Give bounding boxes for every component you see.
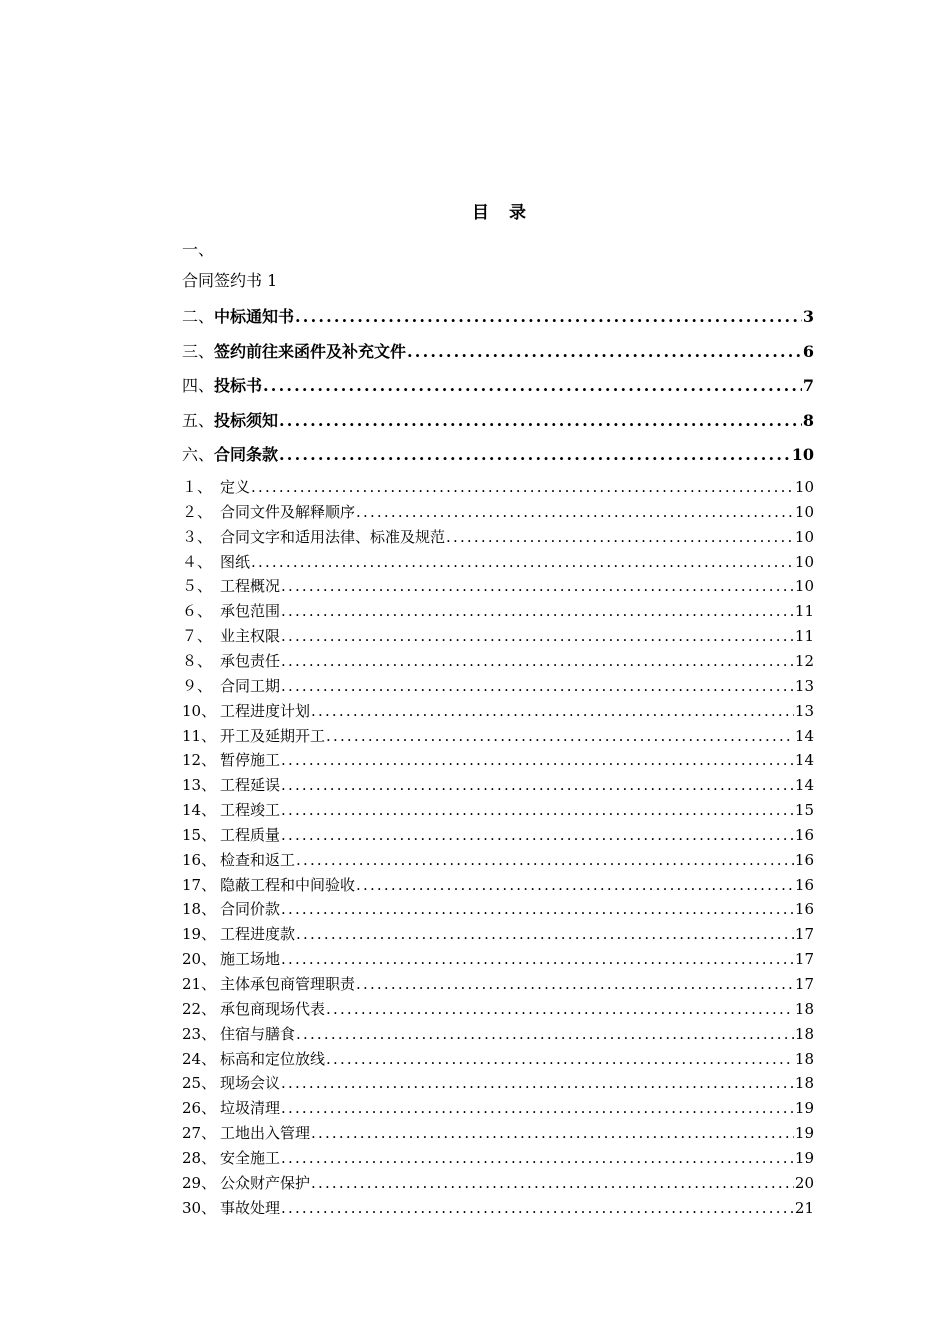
toc-entry-page: 6 (802, 341, 814, 361)
toc-leader-dots (281, 577, 794, 595)
toc-entry-number: 14、 (182, 801, 217, 820)
toc-entry-page: 16 (794, 900, 814, 919)
toc-leader-dots (281, 801, 794, 819)
toc-entry-label: 隐蔽工程和中间验收 (220, 875, 356, 894)
toc-entry[interactable] (182, 650, 814, 671)
toc-entry[interactable] (182, 526, 814, 547)
toc-entry-label: 安全施工 (220, 1148, 281, 1167)
toc-entry-page: 13 (794, 701, 814, 720)
toc-leader-dots (281, 652, 794, 670)
toc-title (0, 198, 950, 223)
toc-entry-page: 17 (794, 925, 814, 944)
toc-entry-label: 现场会议 (220, 1074, 281, 1093)
toc-entry-label: 开工及延期开工 (220, 726, 326, 745)
toc-entry-number: 12、 (182, 751, 217, 770)
toc-entry[interactable] (182, 339, 814, 362)
toc-entry[interactable] (182, 948, 814, 969)
toc-leader-dots (281, 1199, 794, 1217)
toc-entry[interactable] (182, 749, 814, 770)
toc-entry-page: 16 (794, 850, 814, 869)
toc-entry[interactable] (182, 700, 814, 721)
toc-entry[interactable] (182, 442, 814, 465)
toc-entry[interactable] (182, 1023, 814, 1044)
toc-leader-dots (281, 751, 794, 769)
toc-entry-number: 26、 (182, 1099, 217, 1118)
toc-entry-page: 18 (794, 1024, 814, 1043)
toc-leader-dots (356, 503, 794, 521)
toc-leader-dots (279, 411, 802, 430)
toc-entry-label: 工程进度款 (220, 925, 296, 944)
toc-entry-label: 定义 (220, 478, 251, 496)
toc-entry[interactable] (182, 625, 814, 646)
toc-entry-page: 19 (794, 1124, 814, 1143)
toc-leader-dots (326, 1000, 794, 1018)
toc-entry-page: 21 (794, 1198, 814, 1217)
toc-entry-number: 27、 (182, 1124, 217, 1143)
toc-entry-label: 垃圾清理 (220, 1099, 281, 1118)
toc-leader-dots (296, 925, 794, 943)
toc-entry[interactable] (182, 774, 814, 795)
toc-entry-page: 8 (802, 410, 814, 430)
toc-entry[interactable] (182, 725, 814, 746)
toc-entry[interactable] (182, 551, 814, 572)
toc-leader-dots (281, 627, 794, 645)
toc-entry-label: 承包商现场代表 (220, 999, 326, 1018)
toc-entry-number: ３、 (182, 527, 213, 546)
toc-leader-dots (407, 342, 802, 361)
toc-leader-dots (281, 826, 794, 844)
toc-entry[interactable] (182, 1147, 814, 1168)
toc-entry-number: １、 (182, 478, 213, 496)
toc-entry-page: 10 (794, 552, 814, 571)
toc-first-marker: 一、 (182, 240, 215, 259)
toc-entry-page: 15 (794, 801, 814, 820)
toc-entry-page: 14 (794, 726, 814, 745)
toc-entry-page: 10 (794, 577, 814, 596)
toc-entry[interactable] (182, 799, 814, 820)
toc-entry[interactable] (182, 923, 814, 944)
toc-entry-page: 11 (794, 627, 814, 646)
toc-entry[interactable] (182, 1122, 814, 1143)
toc-entry-label: 签约前往来函件及补充文件 (214, 341, 407, 361)
toc-entry[interactable] (182, 973, 814, 994)
toc-leader-dots (279, 445, 791, 464)
toc-leader-dots (356, 975, 794, 993)
toc-leader-dots (296, 1025, 794, 1043)
toc-entry[interactable] (182, 824, 814, 845)
toc-entry[interactable] (182, 1097, 814, 1118)
toc-entry-number: 二、 (182, 307, 215, 326)
toc-title-left: 目 (472, 203, 491, 223)
toc-entry-label: 工程进度计划 (220, 701, 311, 720)
toc-entry-label: 合同价款 (220, 900, 281, 919)
toc-entry[interactable] (182, 1172, 814, 1193)
toc-entry-page: 14 (794, 776, 814, 795)
toc-leader-dots (311, 702, 794, 720)
toc-entry-page: 10 (791, 445, 814, 464)
toc-leader-dots (356, 876, 794, 894)
toc-entry-number: 23、 (182, 1024, 217, 1043)
toc-entry-page: 18 (794, 1049, 814, 1068)
toc-entry-label: 投标书 (214, 376, 263, 395)
toc-entry-page: 18 (794, 1074, 814, 1093)
toc-entry-number: ７、 (182, 627, 213, 646)
toc-entry-label: 工程质量 (220, 825, 281, 844)
toc-entry-number: 20、 (182, 950, 217, 969)
toc-leader-dots (326, 1050, 794, 1068)
toc-entry-number: 19、 (182, 925, 217, 944)
toc-entry-label: 工程竣工 (220, 801, 281, 820)
toc-leader-dots (311, 1174, 794, 1192)
toc-entry-label: 施工场地 (220, 950, 281, 969)
toc-entry-page: 16 (794, 825, 814, 844)
toc-entry[interactable] (182, 575, 814, 596)
toc-leader-dots (446, 528, 794, 546)
toc-entry-label: 合同文字和适用法律、标准及规范 (220, 527, 446, 546)
toc-leader-dots (263, 376, 802, 395)
toc-entry-label: 工程延误 (220, 776, 281, 795)
toc-entry-number: 五、 (182, 410, 215, 430)
toc-leader-dots (251, 478, 794, 496)
toc-entry-page: 10 (794, 502, 814, 521)
toc-entry-number: ２、 (182, 502, 213, 521)
toc-entry[interactable] (182, 304, 814, 327)
toc-leader-dots (281, 1074, 794, 1092)
toc-leader-dots (281, 677, 794, 695)
toc-entry[interactable] (182, 874, 814, 895)
toc-entry-label: 业主权限 (220, 627, 281, 646)
toc-entry-page: 11 (794, 602, 814, 621)
toc-leader-dots (281, 602, 794, 620)
toc-entry-label: 投标须知 (214, 410, 279, 430)
toc-entry[interactable] (182, 476, 814, 497)
toc-entry-page: 3 (802, 307, 814, 326)
toc-leader-dots (281, 950, 794, 968)
toc-entry-number: 30、 (182, 1198, 217, 1217)
toc-entry[interactable] (182, 998, 814, 1019)
toc-entry[interactable] (182, 898, 814, 919)
toc-entry-label: 合同工期 (220, 676, 281, 695)
toc-entry-page: 17 (794, 950, 814, 969)
toc-entry-number: ９、 (182, 676, 213, 695)
toc-entry-page: 19 (794, 1099, 814, 1118)
toc-entry-page: 13 (794, 676, 814, 695)
toc-entry-label: 检查和返工 (220, 850, 296, 869)
toc-entry[interactable] (182, 1048, 814, 1069)
toc-entry-number: 15、 (182, 825, 217, 844)
toc-entry-label: 图纸 (220, 552, 251, 571)
toc-entry-number: 10、 (182, 701, 217, 720)
toc-entry-number: 17、 (182, 875, 217, 894)
toc-entry-page: 12 (794, 651, 814, 670)
toc-entry-label: 标高和定位放线 (220, 1049, 326, 1068)
toc-entry-number: 四、 (182, 376, 215, 395)
toc-leader-dots (326, 727, 794, 745)
toc-entry-page: 16 (794, 875, 814, 894)
toc-entry[interactable] (182, 408, 814, 431)
toc-entry-page: 19 (794, 1148, 814, 1167)
toc-entry-label: 承包责任 (220, 651, 281, 670)
toc-entry-number: 六、 (182, 445, 215, 464)
toc-entry-label: 合同条款 (214, 445, 279, 464)
toc-entry-number: 25、 (182, 1074, 217, 1093)
toc-leader-dots (251, 553, 794, 571)
toc-entry-label: 暂停施工 (220, 751, 281, 770)
toc-entry[interactable] (182, 373, 814, 396)
toc-entry-label: 事故处理 (220, 1198, 281, 1217)
toc-entry-number: 29、 (182, 1173, 217, 1192)
toc-entry-label: 承包范围 (220, 602, 281, 621)
toc-leader-dots (311, 1124, 794, 1142)
toc-entry-page: 17 (794, 975, 814, 993)
toc-entry-label: 工地出入管理 (220, 1124, 311, 1143)
toc-leader-dots (281, 1149, 794, 1167)
toc-leader-dots (281, 1099, 794, 1117)
toc-first-entry[interactable]: 合同签约书 1 (182, 271, 278, 290)
toc-entry-number: 22、 (182, 999, 217, 1018)
toc-entry-number: 28、 (182, 1148, 217, 1167)
toc-entry-label: 主体承包商管理职责 (220, 975, 356, 993)
toc-entry-page: 7 (802, 376, 814, 395)
toc-entry-number: ６、 (182, 602, 213, 621)
toc-entry-number: 24、 (182, 1049, 217, 1068)
toc-entry-label: 工程概况 (220, 577, 281, 596)
toc-entry-label: 中标通知书 (214, 307, 295, 326)
toc-entry[interactable] (182, 1197, 814, 1218)
toc-entry[interactable] (182, 675, 814, 696)
toc-entry-number: 三、 (182, 341, 215, 361)
toc-title-right: 录 (509, 203, 528, 223)
toc-leader-dots (296, 851, 794, 869)
toc-entry-label: 合同文件及解释顺序 (220, 502, 356, 521)
toc-entry-label: 住宿与膳食 (220, 1024, 296, 1043)
toc-entry-page: 10 (794, 478, 814, 496)
toc-entry[interactable] (182, 849, 814, 870)
toc-entry-page: 10 (794, 527, 814, 546)
toc-entry[interactable] (182, 600, 814, 621)
toc-entry[interactable] (182, 501, 814, 522)
toc-leader-dots (295, 307, 802, 326)
toc-leader-dots (281, 900, 794, 918)
toc-entry-number: 21、 (182, 975, 217, 993)
toc-entry-page: 18 (794, 999, 814, 1018)
toc-entry-page: 20 (794, 1173, 814, 1192)
toc-leader-dots (281, 776, 794, 794)
toc-entry-number: 16、 (182, 850, 217, 869)
toc-entry-number: ８、 (182, 651, 213, 670)
toc-entry-label: 公众财产保护 (220, 1173, 311, 1192)
toc-entry-page: 14 (794, 751, 814, 770)
toc-entry-number: ４、 (182, 552, 213, 571)
toc-entry-number: ５、 (182, 577, 213, 596)
toc-entry-number: 11、 (182, 726, 217, 745)
toc-entry-number: 13、 (182, 776, 217, 795)
toc-entry-number: 18、 (182, 900, 217, 919)
toc-entry[interactable] (182, 1072, 814, 1093)
